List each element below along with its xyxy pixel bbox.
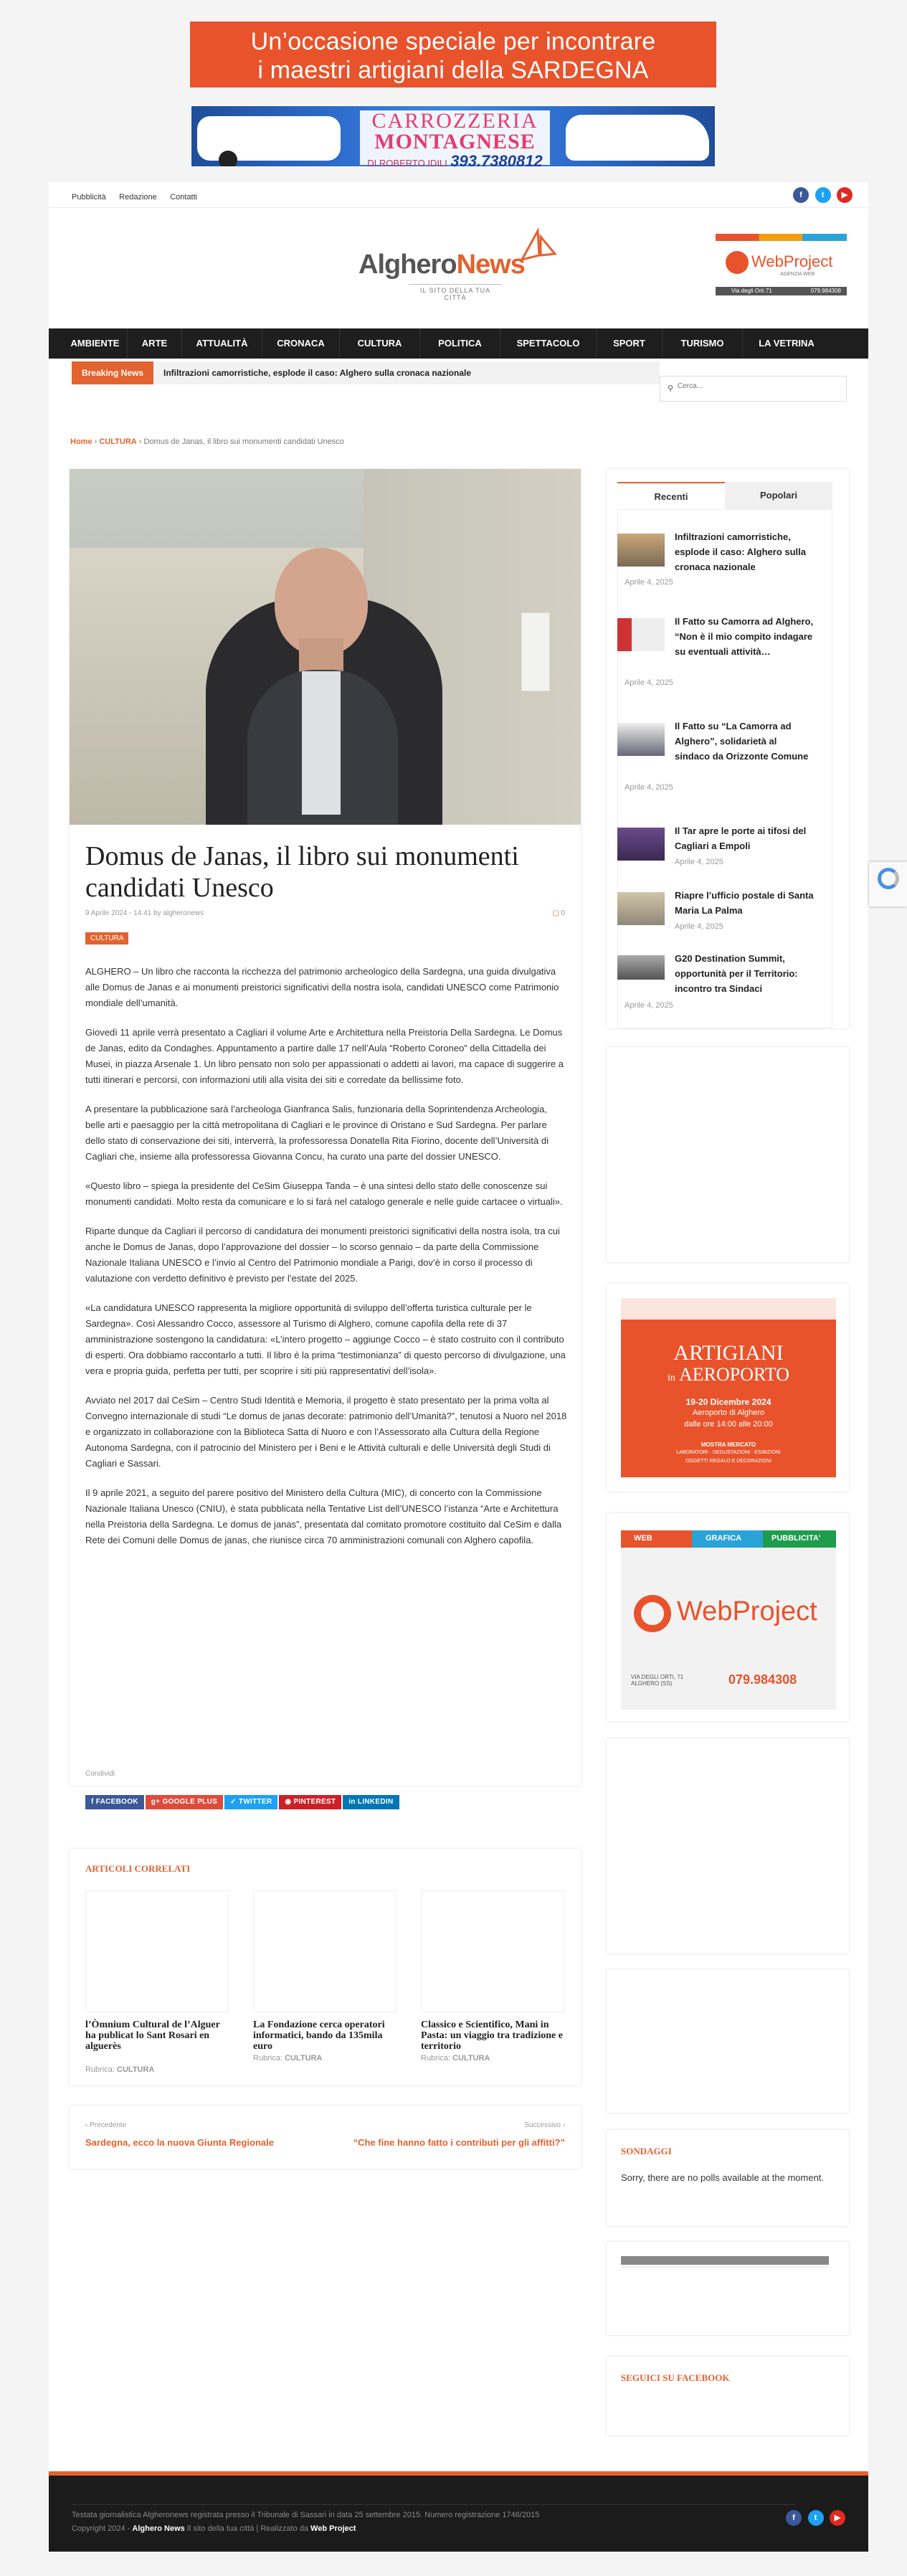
article-title: Domus de Janas, il libro sui monumenti candidati Unesco bbox=[85, 841, 519, 903]
car-image-left bbox=[197, 116, 341, 161]
article-paragraph: Il 9 aprile 2021, a seguito del parere positivo del Ministero della Cultura (MIC), di concerto con la Commissione Nazionale Italiana Unesco (CNIU), è stata pubblicata nella Tentative List dell’UNESCO l’istanza “Arte e Architettura nella Preistoria della Sardegna. Le domus de janas”, presentata dal comitato promotore costituito dal CeSim e dalla Rete dei Comuni delle Domus de janas, che riunisce circa 70 amministrazioni comunali con Alghero capofila. bbox=[85, 1487, 562, 1545]
breaking-headline[interactable]: Infiltrazioni camorristiche, esplode il caso: Alghero sulla cronaca nazionale bbox=[163, 368, 472, 378]
facebook-widget-title: SEGUICI SU FACEBOOK bbox=[621, 2372, 730, 2383]
sidebar-ad-webproject[interactable] bbox=[607, 1513, 849, 1721]
ad-banner-carrozzeria[interactable] bbox=[190, 105, 716, 168]
link-pubblicita[interactable]: Pubblicità bbox=[72, 193, 106, 202]
share-linkedin[interactable]: in LINKEDIN bbox=[343, 1795, 399, 1809]
carrozzeria-panel bbox=[360, 109, 550, 168]
article-body bbox=[85, 964, 567, 1562]
recent-thumb bbox=[617, 828, 665, 861]
recent-item[interactable] bbox=[617, 614, 818, 686]
carrozzeria-name: MONTAGNESE bbox=[374, 130, 536, 153]
breadcrumb-current: Domus de Janas, il libro sui monumenti candidati Unesco bbox=[143, 437, 344, 446]
related-rubrica: Rubrica: CULTURA bbox=[85, 2065, 155, 2074]
related-item[interactable] bbox=[253, 1890, 396, 2077]
tab-recenti[interactable]: Recenti bbox=[617, 482, 725, 509]
header-ad-addr: Via degli Orti 71 bbox=[731, 288, 772, 294]
share-twitter[interactable]: ✓ TWITTER bbox=[224, 1795, 277, 1809]
article-card bbox=[70, 469, 581, 1786]
next-post-link[interactable]: “Che fine hanno fatto i contributi per gli affitti?” bbox=[353, 2137, 565, 2148]
post-navigation bbox=[70, 2106, 581, 2169]
sidebar-ad-empty bbox=[607, 1047, 849, 1262]
related-rubrica: Rubrica: CULTURA bbox=[421, 2054, 490, 2063]
next-label: Successivo › bbox=[524, 2121, 565, 2129]
main-nav bbox=[49, 328, 868, 359]
article-paragraph: Riparte dunque da Cagliari il percorso di candidatura dei monumenti preistorici significativi della nostra isola, tra cui anche le Domus de Janas, dopo l’approvazione del dossier – lo scorso gennaio – da parte della Commissione Nazionale Italiana UNESCO e l’invio al Centro del Patrimonio mondiale a Parigi, dov’è in corso il processo di valutazione con verdetto definitivo è previsto per l’estate del 2025. bbox=[85, 1226, 560, 1284]
recent-title[interactable]: G20 Destination Summit, opportunità per il Territorio: incontro tra Sindaci bbox=[675, 953, 798, 994]
nav-attualita[interactable]: ATTUALITÀ bbox=[182, 328, 262, 359]
header-ad-phone: 079.984308 bbox=[810, 288, 841, 294]
top-social bbox=[790, 187, 853, 203]
artigiani-place: Aeroporto di Alghero bbox=[692, 1408, 765, 1417]
top-links bbox=[72, 190, 207, 203]
nav-spettacolo[interactable]: SPETTACOLO bbox=[500, 328, 597, 359]
wp-pubblicita: PUBBLICITA' bbox=[771, 1534, 821, 1543]
recent-title[interactable]: Il Tar apre le porte ai tifosi del Cagliari a Empoli bbox=[675, 825, 807, 851]
wp-phone: 079.984308 bbox=[728, 1672, 797, 1687]
recent-thumb bbox=[617, 955, 665, 980]
recaptcha-icon bbox=[878, 868, 899, 889]
logo-tagline: IL SITO DELLA TUA CITTÀ bbox=[409, 284, 502, 301]
recent-item[interactable] bbox=[617, 529, 818, 587]
nav-turismo[interactable]: TURISMO bbox=[663, 328, 743, 359]
search-input[interactable] bbox=[678, 382, 835, 390]
article-paragraph: «La candidatura UNESCO rappresenta la migliore opportunità di sviluppo dell’offerta turistica culturale per le Sardegna». Così Alessandro Cocco, assessore al Turismo di Alghero, comune capofila della rete di 37 amministrazione sostengono la candidatura: «L’intero progetto – aggiunge Cocco – è stato costruito con il contributo di esperti. Ora dobbiamo raccontarlo a tutti. Il libro è la prima “testimonianza” di questo percorso di divulgazione, una vera e propria guida, perfetta per tutti, per scoprire i siti più rappresentativi dell’isola». bbox=[85, 1302, 566, 1376]
artigiani-l8: LABORATORI · DEGUSTAZIONI · ESIBIZIONI bbox=[676, 1450, 781, 1455]
wp-address: VIA DEGLI ORTI, 71 ALGHERO (SS) bbox=[631, 1674, 684, 1687]
recent-thumb bbox=[617, 534, 665, 567]
related-title: ARTICOLI CORRELATI bbox=[85, 1863, 191, 1874]
polls-text: Sorry, there are no polls available at the moment. bbox=[621, 2172, 825, 2183]
related-item-title[interactable]: La Fondazione cerca operatori informatici, bando da 135mila euro bbox=[253, 2019, 385, 2052]
footer-copyright: Copyright 2024 - Alghero News Il sito della tua città | Realizzato da Web Project bbox=[72, 2524, 356, 2533]
youtube-icon[interactable]: ▶ bbox=[830, 2510, 845, 2526]
nav-cultura[interactable]: CULTURA bbox=[340, 328, 420, 359]
link-redazione[interactable]: Redazione bbox=[119, 193, 157, 202]
recent-date: Aprile 4, 2025 bbox=[625, 1001, 673, 1010]
nav-cronaca[interactable]: CRONACA bbox=[262, 328, 340, 359]
ad-line-1: Un’occasione speciale per incontrare bbox=[250, 28, 656, 55]
share-label: Condividi bbox=[85, 1770, 115, 1778]
carrozzeria-owner: DI ROBERTO IDILI bbox=[367, 158, 447, 168]
recent-item[interactable] bbox=[617, 888, 818, 931]
facebook-icon[interactable]: f bbox=[793, 187, 809, 203]
wp-web: WEB bbox=[634, 1534, 652, 1543]
article-paragraph: A presentare la pubblicazione sarà l’archeologa Gianfranca Salis, funzionaria della Soprintendenza Archeologia, belle arti e paesaggio per la città metropolitana di Cagliari e le province di Oristano e Sud Sardegna. Per parlare dello stato di conservazione dei siti, interverrà, la professoressa Donatella Rita Fiorino, docente dell’Università di Cagliari che, insieme alla professoressa Giovanna Concu, ha curato una parte del dossier UNESCO. bbox=[85, 1104, 549, 1162]
related-articles bbox=[70, 1849, 581, 2085]
tab-popolari[interactable]: Popolari bbox=[725, 482, 832, 509]
breadcrumb-home[interactable]: Home bbox=[70, 437, 92, 446]
recent-date: Aprile 4, 2025 bbox=[675, 922, 723, 931]
site-logo[interactable] bbox=[358, 228, 559, 300]
sidebar-widget bbox=[607, 2242, 849, 2335]
footer-social bbox=[783, 2510, 845, 2526]
article-paragraph: Giovedì 11 aprile verrà presentato a Cagliari il volume Arte e Architettura nella Preistoria Della Sardegna. Le Domus de Janas, edito da Condaghes. Appuntamento a partire dalle 17 nell’Aula “Roberto Coroneo” della Cittadella dei Musei, in piazza Arsenale 1. Un libro pensato non solo per appassionati o addetti ai lavori, ma capace di suggerire a tutti itinerari e percorsi, con informazioni utili alla visita dei siti e corredate da bellissime foto. bbox=[85, 1027, 564, 1085]
site-header bbox=[49, 208, 868, 328]
recent-date: Aprile 4, 2025 bbox=[675, 858, 723, 866]
top-bar bbox=[49, 182, 868, 208]
carrozzeria-title: CARROZZERIA bbox=[371, 109, 538, 133]
nav-politica[interactable]: POLITICA bbox=[420, 328, 500, 359]
share-pinterest[interactable]: ◉ PINTEREST bbox=[279, 1795, 341, 1809]
recaptcha-badge[interactable] bbox=[869, 862, 907, 906]
artigiani-l9: OGGETTI REGALO E DECORAZIONI bbox=[685, 1459, 771, 1464]
comment-icon: ▢ bbox=[552, 909, 559, 917]
sidebar-ad-empty bbox=[607, 1969, 849, 2113]
comment-count-value: 0 bbox=[561, 909, 565, 917]
article-paragraph: Avviato nel 2017 dal CeSim – Centro Studi Identità e Memoria, il progetto è stato presentato per la prima volta al Convegno internazionale di studi “Le domus de janas decorate: patrimonio dell’Umanità?”, tenutosi a Nuoro nel 2018 e organizzato in collaborazione con la Biblioteca Satta di Nuoro e con l’Assessorato alla Cultura della Regione Autonoma Sardegna, con il patrocinio del Ministero per i Beni e le Attività culturali e delle Università degli Studi di Cagliari e Sassari. bbox=[85, 1395, 567, 1469]
header-ad-footer bbox=[716, 287, 847, 295]
recent-title[interactable]: Il Fatto su Camorra ad Alghero, “Non è il mio compito indagare su eventuali attività… bbox=[675, 616, 814, 657]
nav-arte[interactable]: ARTE bbox=[128, 328, 182, 359]
footer-brand[interactable]: Alghero News bbox=[132, 2524, 185, 2533]
recent-item[interactable] bbox=[617, 951, 818, 1015]
webproject-logo-icon bbox=[726, 251, 749, 274]
search-icon: ⚲ bbox=[668, 384, 674, 393]
prev-label: ‹ Precedente bbox=[85, 2121, 127, 2129]
article-image bbox=[70, 469, 581, 825]
logo-news: News bbox=[456, 250, 525, 280]
breaking-label: Breaking News bbox=[72, 361, 153, 384]
related-item[interactable] bbox=[85, 1890, 229, 2077]
wp-grafica: GRAFICA bbox=[706, 1534, 742, 1543]
sidebar-posts-widget bbox=[607, 469, 849, 1028]
share-facebook[interactable]: f FACEBOOK bbox=[85, 1795, 144, 1809]
polls-widget bbox=[607, 2130, 849, 2226]
recent-thumb bbox=[617, 892, 665, 925]
twitter-icon[interactable]: t bbox=[808, 2510, 824, 2526]
related-item[interactable] bbox=[421, 1890, 564, 2077]
article-meta: 9 Aprile 2024 - 14:41 by algheronews bbox=[85, 909, 204, 917]
webproject-logo-icon bbox=[634, 1595, 671, 1632]
site-footer bbox=[49, 2471, 868, 2552]
artigiani-subtitle: in AEROPORTO bbox=[668, 1364, 789, 1385]
facebook-icon[interactable]: f bbox=[786, 2510, 802, 2526]
footer-registration: Testata giornalistica Algheronews registrata presso il Tribunale di Sassari in data 25 settembre 2015. Numero registrazione 1746/2015 bbox=[72, 2504, 796, 2519]
prev-post-link[interactable]: Sardegna, ecco la nuova Giunta Regionale bbox=[85, 2137, 274, 2148]
recent-thumb bbox=[617, 723, 665, 756]
recent-date: Aprile 4, 2025 bbox=[625, 678, 673, 687]
facebook-widget bbox=[607, 2357, 849, 2435]
category-badge[interactable]: CULTURA bbox=[85, 932, 128, 944]
nav-ambiente[interactable]: AMBIENTE bbox=[63, 328, 128, 359]
nav-sport[interactable]: SPORT bbox=[597, 328, 663, 359]
share-buttons bbox=[85, 1794, 401, 1809]
divider-bar bbox=[621, 2256, 829, 2265]
recent-title[interactable]: Infiltrazioni camorristiche, esplode il caso: Alghero sulla cronaca nazionale bbox=[675, 531, 807, 572]
link-contatti[interactable]: Contatti bbox=[170, 193, 198, 202]
ad-banner-artigiani[interactable] bbox=[190, 22, 716, 87]
sidebar-ad-artigiani[interactable] bbox=[607, 1284, 849, 1492]
header-ad-webproject[interactable] bbox=[716, 234, 847, 300]
ad-line-2: i maestri artigiani della SARDEGNA bbox=[257, 57, 649, 84]
artigiani-l7: MOSTRA MERCATO bbox=[701, 1441, 756, 1448]
artigiani-hours: dalle ore 14:00 alle 20:00 bbox=[684, 1420, 773, 1429]
recent-item[interactable] bbox=[617, 823, 818, 866]
polls-title: SONDAGGI bbox=[621, 2146, 672, 2156]
artigiani-date: 19-20 Dicembre 2024 bbox=[685, 1397, 771, 1407]
sail-icon bbox=[518, 228, 558, 261]
related-thumb bbox=[85, 1890, 229, 2012]
related-item-title[interactable]: l’Òmnium Cultural de l’Alguer ha publicat lo Sant Rosari en alguerès bbox=[85, 2019, 220, 2052]
article-paragraph: «Questo libro – spiega la presidente del CeSim Giuseppa Tanda – è una sintesi dello stato delle conoscenze sui monumenti candidati. Molto resta da comunicare e lo si farà nel catalogo generale e nelle guide cartacee o virtuali». bbox=[85, 1180, 563, 1207]
share-google-plus[interactable]: g+ GOOGLE PLUS bbox=[146, 1795, 223, 1809]
related-thumb bbox=[253, 1890, 396, 2012]
breaking-news bbox=[72, 361, 660, 384]
breadcrumb-sep-2: › bbox=[138, 437, 142, 446]
recent-title[interactable]: Il Fatto su “La Camorra ad Alghero”, solidarietà al sindaco da Orizzonte Comune bbox=[675, 721, 809, 762]
twitter-icon[interactable]: t bbox=[815, 187, 831, 203]
recent-thumb bbox=[617, 618, 665, 651]
comment-count[interactable] bbox=[552, 909, 565, 917]
car-image-right bbox=[566, 115, 709, 161]
sidebar-ad-empty bbox=[607, 1738, 849, 1954]
breadcrumb-sep: › bbox=[94, 437, 98, 446]
breadcrumb-category[interactable]: CULTURA bbox=[99, 437, 137, 446]
recent-item[interactable] bbox=[617, 719, 818, 790]
artigiani-title: ARTIGIANI bbox=[673, 1341, 784, 1365]
related-item-title[interactable]: Classico e Scientifico, Mani in Pasta: un viaggio tra tradizione e territorio bbox=[421, 2019, 563, 2052]
recent-date: Aprile 4, 2025 bbox=[625, 578, 673, 587]
search-box[interactable] bbox=[660, 376, 847, 402]
carrozzeria-phone: 393.7380812 bbox=[450, 152, 543, 168]
wp-brand: WebProject bbox=[677, 1596, 817, 1626]
recent-title[interactable]: Riapre l’ufficio postale di Santa Maria La Palma bbox=[675, 890, 814, 916]
header-ad-brand: WebProject bbox=[751, 252, 833, 270]
breaking-row bbox=[49, 359, 868, 430]
related-thumb bbox=[421, 1890, 564, 2012]
recent-date: Aprile 4, 2025 bbox=[625, 783, 673, 792]
breadcrumb bbox=[70, 437, 344, 446]
footer-webproject-link[interactable]: Web Project bbox=[310, 2524, 356, 2533]
article-paragraph: ALGHERO – Un libro che racconta la ricchezza del patrimonio archeologico della Sardegna, una guida divulgativa alle Domus de Janas e ai monumenti preistorici significativi della nostra isola, candidati UNESCO come Patrimonio mondiale dell’umanità. bbox=[85, 966, 559, 1008]
youtube-icon[interactable]: ▶ bbox=[837, 187, 853, 203]
related-rubrica: Rubrica: CULTURA bbox=[253, 2054, 323, 2063]
nav-la-vetrina[interactable]: LA VETRINA bbox=[759, 338, 815, 349]
logo-alghero: Alghero bbox=[358, 250, 457, 280]
header-ad-sub: AGENZIA WEB bbox=[780, 272, 815, 277]
